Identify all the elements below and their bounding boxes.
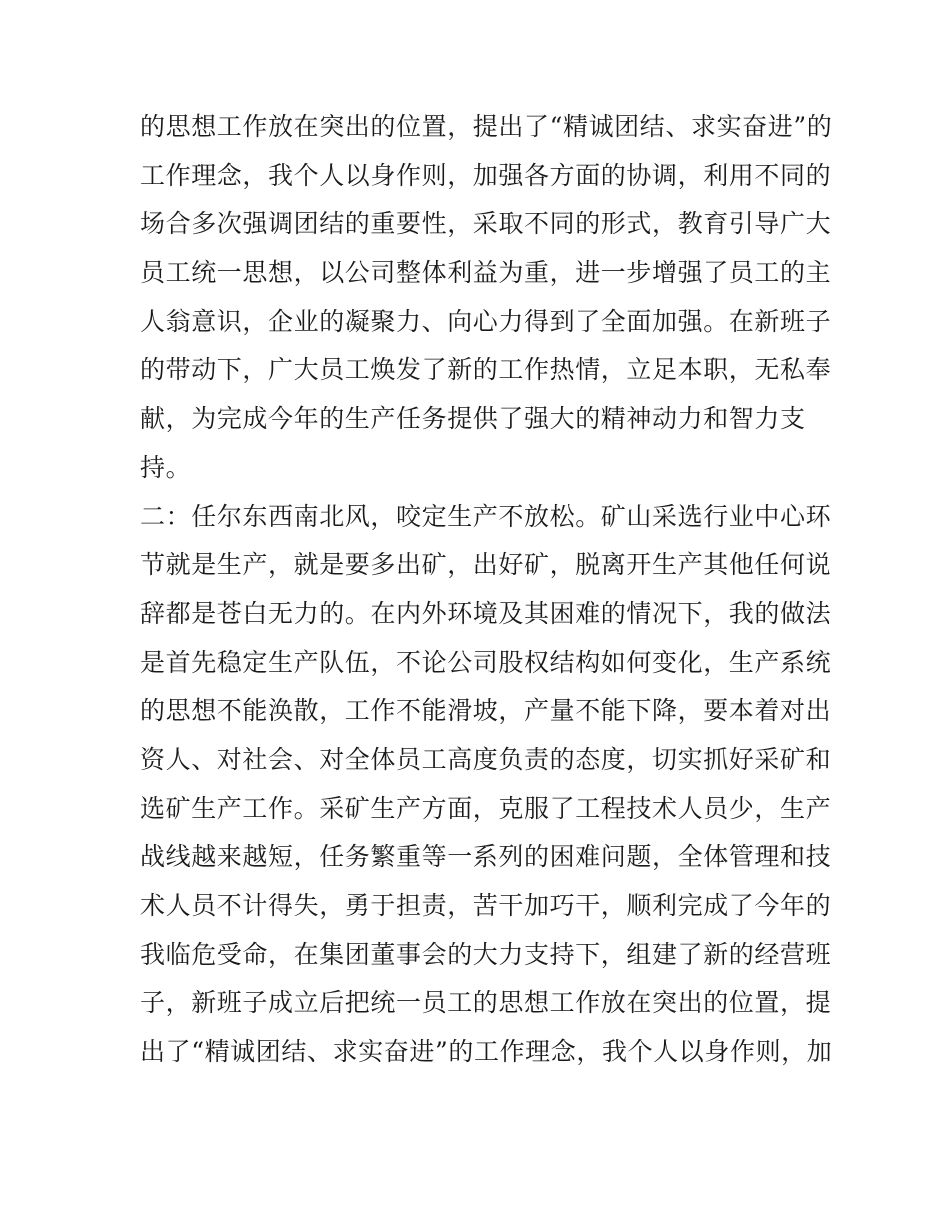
text-line: 工作理念，我个人以身作则，加强各方面的协调，利用不同的 bbox=[140, 160, 832, 190]
text-line: 出了“精诚团结、求实奋进”的工作理念，我个人以身作则，加 bbox=[140, 1037, 833, 1067]
text-line: 资人、对社会、对全体员工高度负责的态度，切实抓好采矿和 bbox=[140, 744, 832, 774]
text-line: 子，新班子成立后把统一员工的思想工作放在突出的位置，提 bbox=[140, 988, 832, 1018]
text-line: 是首先稳定生产队伍，不论公司股权结构如何变化，生产系统 bbox=[140, 647, 832, 677]
text-line: 的思想工作放在突出的位置，提出了“精诚团结、求实奋进”的 bbox=[140, 112, 833, 141]
text-line: 的带动下，广大员工焕发了新的工作热情，立足本职，无私奉 bbox=[140, 355, 832, 385]
text-line: 的思想不能涣散，工作不能滑坡，产量不能下降，要本着对出 bbox=[140, 696, 832, 726]
section-heading-line: 二：任尔东西南北风，咬定生产不放松。矿山采选行业中心环 bbox=[140, 501, 832, 531]
text-line: 我临危受命，在集团董事会的大力支持下，组建了新的经营班 bbox=[140, 939, 832, 969]
text-line: 人翁意识，企业的凝聚力、向心力得到了全面加强。在新班子 bbox=[140, 306, 832, 336]
document-body bbox=[140, 103, 833, 1077]
text-line: 选矿生产工作。采矿生产方面，克服了工程技术人员少，生产 bbox=[140, 793, 832, 823]
text-line: 场合多次强调团结的重要性，采取不同的形式，教育引导广大 bbox=[140, 209, 832, 239]
text-line: 辞都是苍白无力的。在内外环境及其困难的情况下，我的做法 bbox=[140, 598, 832, 628]
text-line: 持。 bbox=[140, 452, 192, 482]
text-line: 献，为完成今年的生产任务提供了强大的精神动力和智力支 bbox=[140, 404, 806, 434]
text-line: 术人员不计得失，勇于担责，苦干加巧干，顺利完成了今年的 bbox=[140, 891, 832, 920]
text-line: 员工统一思想，以公司整体利益为重，进一步增强了员工的主 bbox=[140, 258, 832, 288]
text-line: 节就是生产，就是要多出矿，出好矿，脱离开生产其他任何说 bbox=[140, 550, 832, 580]
text-line: 战线越来越短，任务繁重等一系列的困难问题，全体管理和技 bbox=[140, 842, 832, 872]
